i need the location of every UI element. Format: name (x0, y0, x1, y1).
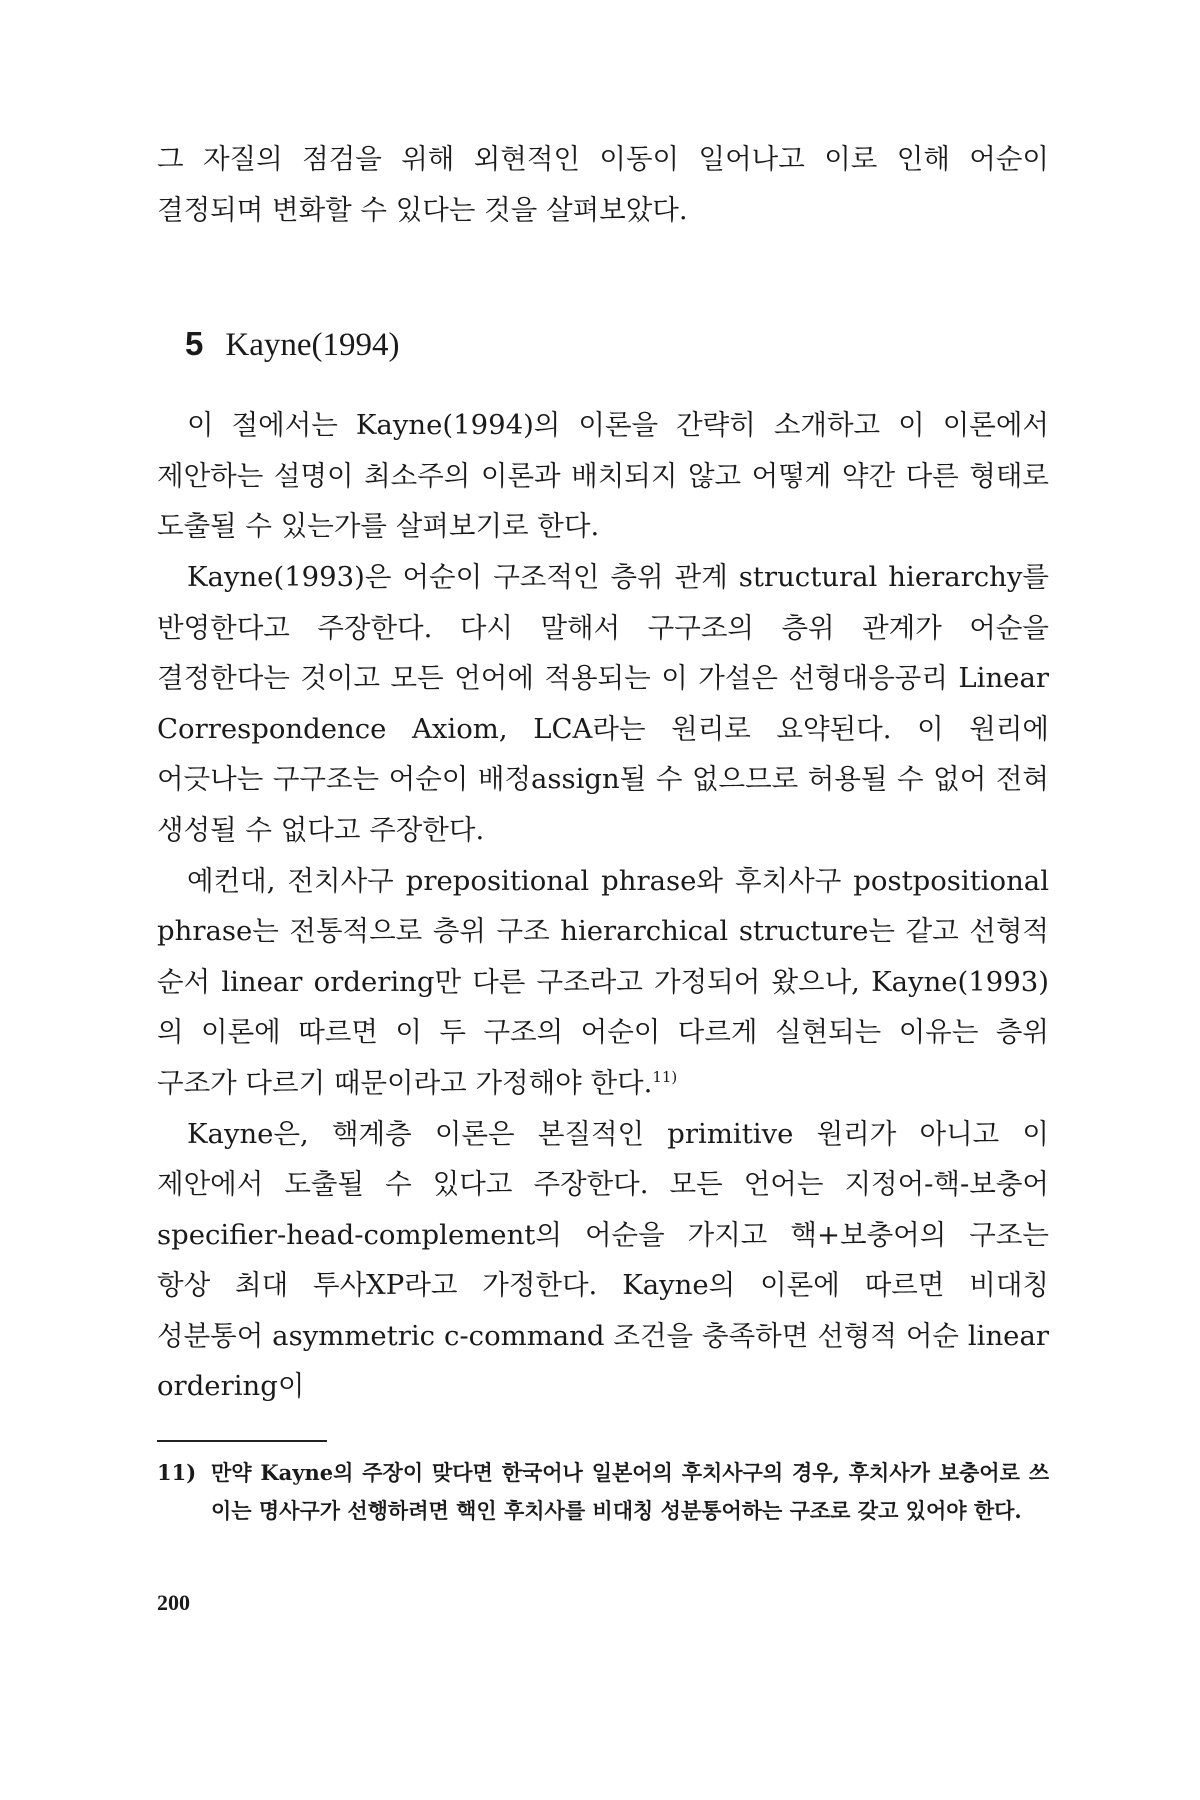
footnote-reference[interactable]: 11) (652, 1067, 678, 1086)
section-number: 5 (185, 325, 204, 363)
text-column (157, 134, 1049, 1530)
paragraph-4: Kayne은, 핵계층 이론은 본질적인 primitive 원리가 아니고 이 제안에서 도출될 수 있다고 주장한다. 모든 언어는 지정어-핵-보충어 specifier-head-complement의 어순을 가지고 핵+보충어의 구조는 항상 최대 투사XP라고 가정한다. Kayne의 이론에 따르면 비대칭 성분통어 asymmetric c-command 조건을 충족하면 선형적 어순 linear ordering이 (157, 1117, 1049, 1403)
paragraph-2: Kayne(1993)은 어순이 구조적인 층위 관계 structural hierarchy를 반영한다고 주장한다. 다시 말해서 구구조의 층위 관계가 어순을 결정한다는 것이고 모든 언어에 적용되는 이 가설은 선형대응공리 Linear Correspondence Axiom, LCA라는 원리로 요약된다. 이 원리에 어긋나는 구구조는 어순이 배정assign될 수 없으므로 허용될 수 없어 전혀 생성될 수 없다고 주장한다. (157, 560, 1049, 846)
paragraph-3 (157, 856, 1049, 1109)
section-heading (157, 319, 1049, 370)
footnote-divider (157, 1440, 327, 1442)
continued-paragraph: 그 자질의 점검을 위해 외현적인 이동이 일어나고 이로 인해 어순이 결정되며 변화할 수 있다는 것을 살펴보았다. (157, 143, 1049, 226)
footnote-text: 만약 Kayne의 주장이 맞다면 한국어나 일본어의 후치사구의 경우, 후치사가 보충어로 쓰이는 명사구가 선행하려면 핵인 후치사를 비대칭 성분통어하는 구조로 갖고 있어야 한다. (211, 1460, 1049, 1524)
footnote-number: 11) (157, 1460, 197, 1486)
paragraph-3-text: 예컨대, 전치사구 prepositional phrase와 후치사구 postpositional phrase는 전통적으로 층위 구조 hierarchical structure는 같고 선형적 순서 linear ordering만 다른 구조라고 가정되어 왔으나, Kayne(1993)의 이론에 따르면 이 두 구조의 어순이 다르게 실현되는 이유는 층위 구조가 다르기 때문이라고 가정해야 한다. (157, 864, 1049, 1099)
page-number: 200 (157, 1590, 190, 1615)
footnote (157, 1454, 1049, 1530)
section-title: Kayne(1994) (225, 327, 400, 364)
paragraph-1: 이 절에서는 Kayne(1994)의 이론을 간략히 소개하고 이 이론에서 제안하는 설명이 최소주의 이론과 배치되지 않고 어떻게 약간 다른 형태로 도출될 수 있는가를 살펴보기로 한다. (157, 409, 1049, 543)
